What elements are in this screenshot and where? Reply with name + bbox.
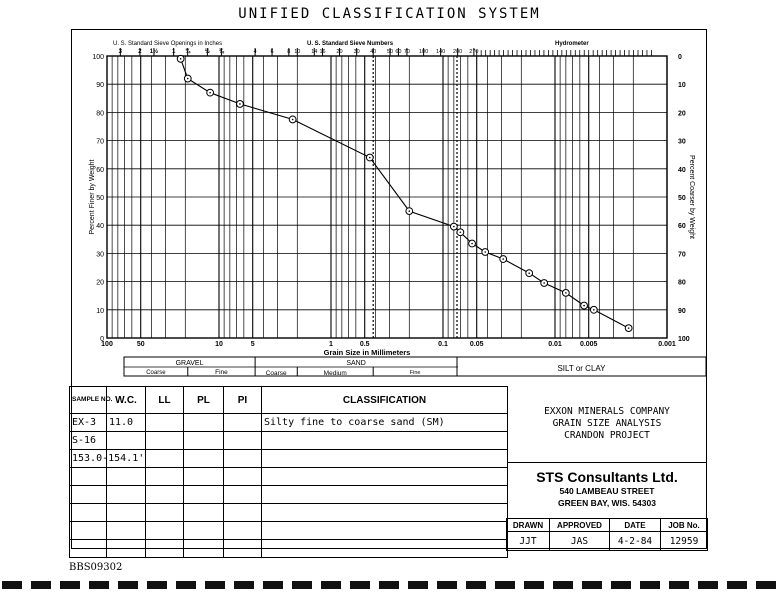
gravel-coarse-label: Coarse: [146, 370, 166, 376]
header-pi: PI: [224, 387, 262, 414]
sieve-number-label: 20: [336, 49, 343, 55]
x-tick-label: 0.001: [658, 341, 676, 348]
data-point-center: [408, 210, 410, 212]
data-point-center: [239, 103, 241, 105]
y-tick-label-right: 60: [678, 223, 686, 231]
data-point-center: [484, 251, 486, 253]
x-axis-title: Grain Size in Millimeters: [323, 348, 411, 357]
border-dash: [89, 581, 109, 589]
x-tick-label: 0.5: [359, 341, 370, 348]
sieve-number-label: 30: [353, 49, 360, 55]
classification-cell: Silty fine to coarse sand (SM): [262, 414, 508, 432]
sieve-number-label: 6: [270, 49, 274, 55]
border-dash: [582, 581, 602, 589]
y-axis-title-right: Percent Coarser by Weight: [688, 155, 695, 239]
sieve-inches-title: U. S. Standard Sieve Openings in Inches: [113, 41, 223, 47]
job-label: JOB No.: [661, 519, 708, 532]
y-tick-label: 70: [96, 138, 104, 146]
scan-border-marks: [0, 579, 779, 591]
sieve-number-label: 270: [469, 49, 479, 55]
y-tick-label-right: 100: [678, 336, 690, 343]
y-tick-label: 20: [96, 279, 104, 287]
y-tick-label-right: 10: [678, 82, 686, 90]
sample-table: [69, 386, 508, 558]
header-classification: CLASSIFICATION: [262, 387, 508, 414]
y-tick-label: 30: [96, 251, 104, 259]
date-label: DATE: [610, 519, 661, 532]
border-dash: [350, 581, 370, 589]
approved-value: JAS: [550, 532, 610, 551]
border-dash: [31, 581, 51, 589]
sieve-inch-label: 1: [171, 49, 176, 55]
sieve-inch-label: ⅜: [218, 49, 224, 55]
project-name: CRANDON PROJECT: [564, 430, 650, 441]
table-row: [70, 522, 508, 540]
border-dash: [321, 581, 341, 589]
border-dash: [379, 581, 399, 589]
table-row: [70, 468, 508, 486]
job-value: 12959: [661, 532, 708, 551]
border-dash: [2, 581, 22, 589]
project-client: EXXON MINERALS COMPANY: [544, 406, 670, 417]
border-dash: [727, 581, 747, 589]
sieve-inch-label: 1½: [149, 49, 159, 55]
x-tick-label: 100: [101, 341, 113, 348]
gradation-curve: [181, 59, 629, 328]
border-dash: [756, 581, 776, 589]
y-tick-label: 90: [96, 82, 104, 90]
border-dash: [408, 581, 428, 589]
data-point-center: [292, 119, 294, 121]
data-point-center: [460, 231, 462, 233]
y-tick-label: 80: [96, 110, 104, 118]
data-point-center: [583, 305, 585, 307]
y-tick-label-right: 50: [678, 195, 686, 202]
table-row: [70, 450, 508, 468]
sand-coarse-label: Coarse: [265, 370, 287, 377]
drawn-label: DRAWN: [507, 519, 550, 532]
y-tick-label-right: 40: [678, 166, 686, 174]
border-dash: [60, 581, 80, 589]
data-point-center: [593, 309, 595, 311]
x-tick-label: 0.1: [438, 341, 448, 348]
sample-cell: 153.0-154.1': [70, 450, 107, 468]
data-point-center: [528, 272, 530, 274]
sieve-number-label: 40: [370, 49, 377, 55]
data-point-center: [543, 282, 545, 284]
table-row: [70, 414, 508, 432]
document-code: BBS09302: [69, 562, 123, 573]
sieve-inch-label: 2: [138, 49, 142, 55]
border-dash: [118, 581, 138, 589]
gravel-fine-label: Fine: [215, 369, 228, 376]
firm-street: 540 LAMBEAU STREET: [559, 486, 655, 496]
y-tick-label: 40: [96, 223, 104, 231]
border-dash: [640, 581, 660, 589]
data-point-center: [187, 78, 189, 80]
y-tick-label-right: 80: [678, 279, 686, 287]
y-tick-label-right: 70: [678, 251, 686, 259]
sieve-inch-label: 3: [118, 49, 123, 55]
sand-medium-label: Medium: [323, 370, 347, 377]
drawn-value: JJT: [507, 532, 550, 551]
border-dash: [611, 581, 631, 589]
page-title: UNIFIED CLASSIFICATION SYSTEM: [238, 6, 541, 22]
border-dash: [524, 581, 544, 589]
data-point-center: [471, 243, 473, 245]
data-point-center: [209, 92, 211, 94]
data-point-center: [565, 292, 567, 294]
project-box: [507, 386, 707, 462]
border-dash: [669, 581, 689, 589]
y-axis-title-left: Percent Finer by Weight: [89, 159, 96, 235]
border-dash: [495, 581, 515, 589]
sieve-numbers-title: U. S. Standard Sieve Numbers: [307, 41, 394, 47]
table-row: [70, 432, 508, 450]
x-tick-label: 10: [215, 341, 223, 348]
y-tick-label: 100: [92, 54, 104, 61]
sieve-number-label: 200: [453, 49, 463, 55]
y-tick-label-right: 30: [678, 138, 686, 146]
border-dash: [292, 581, 312, 589]
border-dash: [698, 581, 718, 589]
x-tick-label: 1: [329, 341, 333, 348]
border-dash: [437, 581, 457, 589]
y-tick-label-right: 20: [678, 110, 686, 118]
sieve-number-label: 4: [253, 49, 257, 55]
table-row: [70, 540, 508, 558]
y-tick-label-right: 0: [678, 54, 682, 61]
data-point-center: [628, 327, 630, 329]
table-row: [70, 486, 508, 504]
sample-cell: S-16: [70, 432, 107, 450]
y-tick-label: 60: [96, 166, 104, 174]
x-tick-label: 0.05: [469, 341, 484, 348]
y-tick-label: 50: [96, 195, 104, 202]
border-dash: [466, 581, 486, 589]
sieve-number-label: 10: [294, 49, 301, 55]
project-test: GRAIN SIZE ANALYSIS: [552, 418, 662, 429]
sieve-number-label: 8: [287, 49, 291, 55]
signoff-table: [506, 518, 708, 551]
header-wc: W.C.: [107, 387, 146, 414]
silt-clay-label: SILT or CLAY: [557, 364, 606, 373]
date-value: 4-2-84: [610, 532, 661, 551]
sieve-inch-label: ½: [204, 49, 210, 55]
gravel-label: GRAVEL: [175, 360, 204, 367]
sand-label: SAND: [346, 360, 366, 367]
sieve-number-label: 50: [386, 49, 394, 55]
border-dash: [176, 581, 196, 589]
data-point-center: [180, 58, 182, 60]
hydrometer-title: Hydrometer: [555, 41, 589, 47]
border-dash: [234, 581, 254, 589]
header-ll: LL: [146, 387, 184, 414]
x-tick-label: 5: [250, 341, 255, 348]
border-dash: [263, 581, 283, 589]
data-point-center: [502, 258, 504, 260]
y-tick-label: 10: [96, 307, 104, 315]
header-pl: PL: [184, 387, 224, 414]
sieve-inch-label: ¾: [185, 49, 191, 55]
sand-fine-label: Fine: [409, 370, 421, 376]
sieve-number-label: 140: [436, 49, 446, 55]
wc-cell: 11.0: [107, 414, 146, 432]
firm-box: [507, 462, 707, 519]
sieve-number-label: 100: [419, 49, 429, 55]
approved-label: APPROVED: [550, 519, 610, 532]
border-dash: [553, 581, 573, 589]
data-point-center: [369, 157, 371, 159]
border-dash: [147, 581, 167, 589]
firm-name: STS Consultants Ltd.: [536, 469, 678, 485]
sieve-number-label: 70: [403, 49, 410, 55]
y-tick-label-right: 90: [678, 307, 686, 315]
sample-cell: EX-3: [70, 414, 107, 432]
header-sample: SAMPLE NO.: [70, 387, 107, 414]
border-dash: [205, 581, 225, 589]
data-point-center: [453, 226, 455, 228]
x-tick-label: 0.01: [548, 341, 562, 348]
sieve-number-label: 60: [395, 49, 402, 55]
sieve-number-label: 16: [319, 49, 326, 55]
x-tick-label: 0.005: [579, 341, 598, 348]
y-tick-label: 0: [100, 336, 104, 343]
table-row: [70, 504, 508, 522]
x-tick-label: 50: [136, 341, 145, 348]
sieve-number-label: 14: [311, 49, 318, 55]
firm-city: GREEN BAY, WIS. 54303: [558, 498, 656, 508]
